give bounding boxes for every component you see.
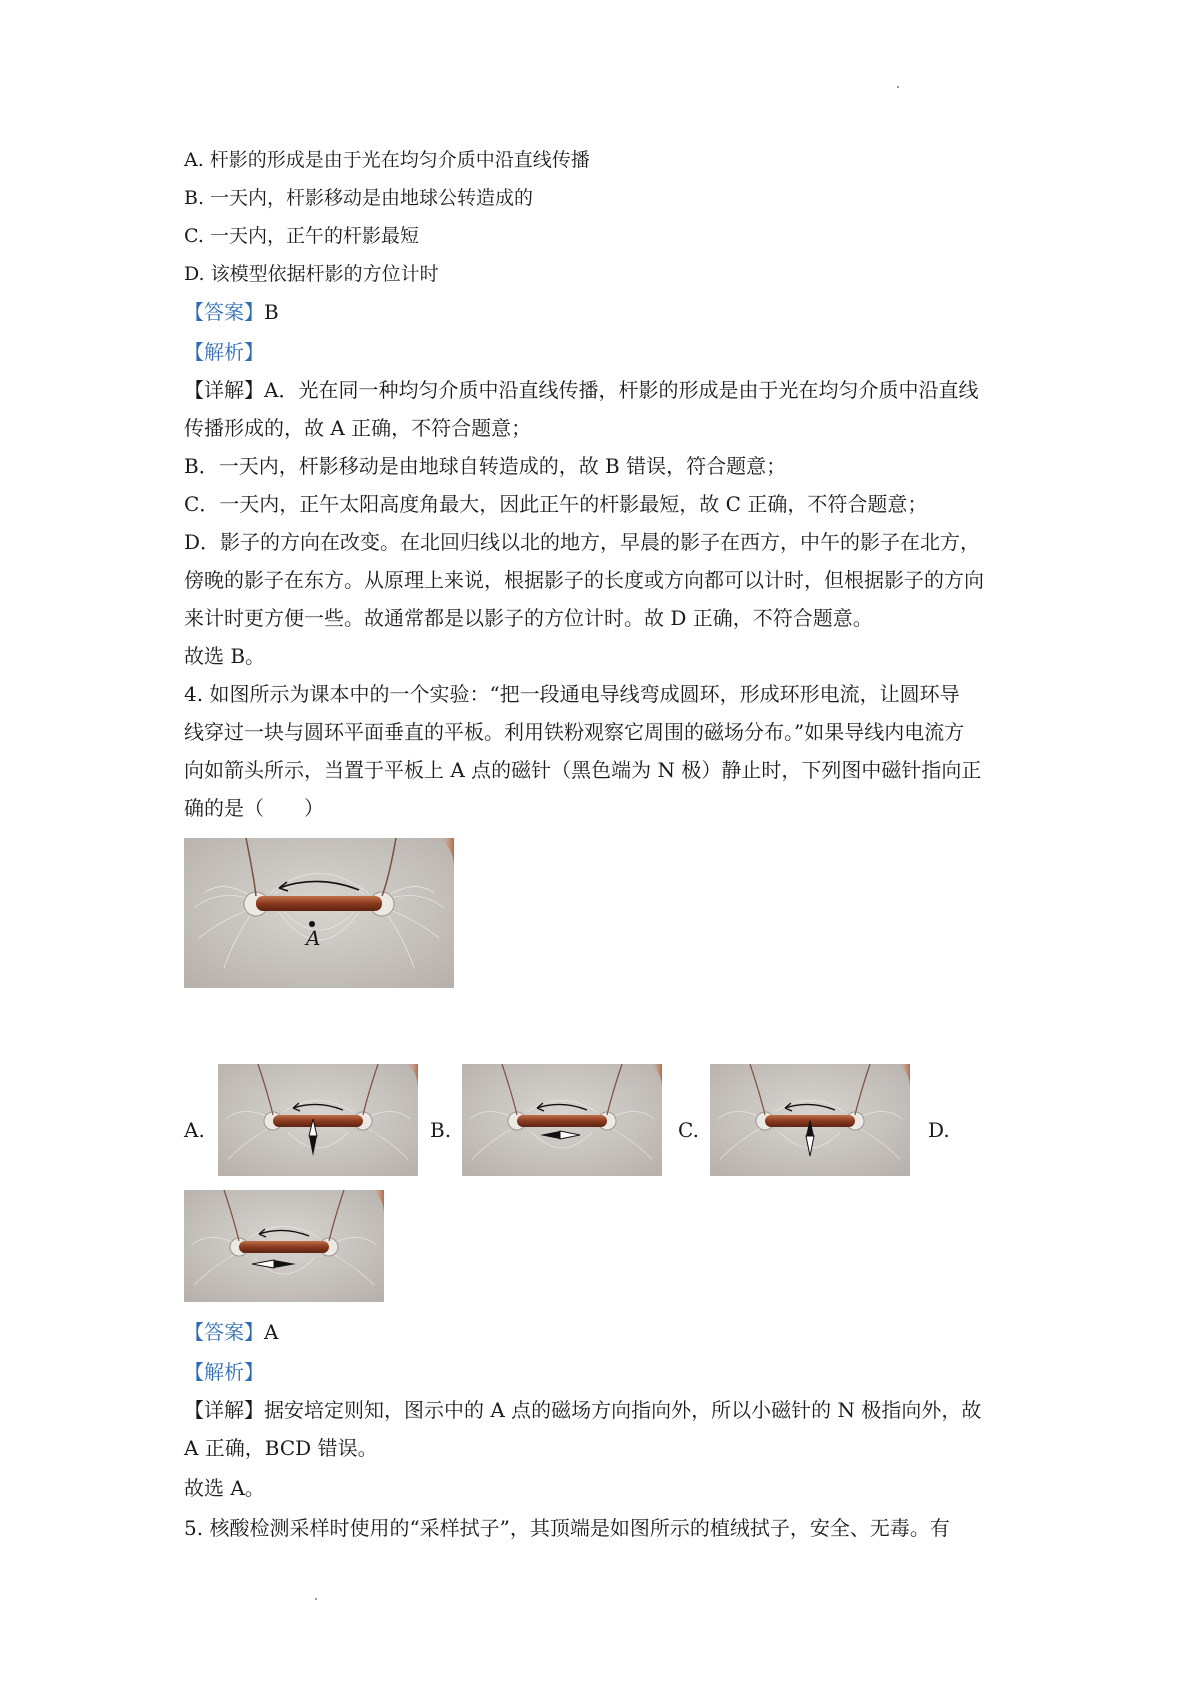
speck bbox=[315, 1598, 317, 1600]
q4-option-b-photo[interactable] bbox=[462, 1064, 662, 1176]
q3-detail-line-2: 传播形成的，故 A 正确，不符合题意； bbox=[184, 416, 532, 440]
q4-option-d-photo[interactable] bbox=[184, 1190, 384, 1302]
q3-detail-line-5: D．影子的方向在改变。在北回归线以北的地方，早晨的影子在西方，中午的影子在北方， bbox=[184, 530, 981, 554]
q3-answer: 【答案】B bbox=[184, 300, 279, 324]
q3-analysis-tag: 【解析】 bbox=[184, 340, 264, 364]
q3-option-a: A. 杆影的形成是由于光在均匀介质中沿直线传播 bbox=[184, 149, 590, 171]
q3-option-b: B. 一天内，杆影移动是由地球公转造成的 bbox=[184, 187, 534, 209]
q4-option-b-label: B. bbox=[430, 1118, 452, 1142]
q4-detail-line-1: 【详解】据安培定则知，图示中的 A 点的磁场方向指向外，所以小磁针的 N 极指向外，故 bbox=[184, 1398, 982, 1422]
q3-conclusion: 故选 B。 bbox=[184, 644, 266, 668]
q4-stem-line-1: 4. 如图所示为课本中的一个实验：“把一段通电导线弯成圆环，形成环形电流，让圆环导 bbox=[184, 682, 960, 706]
q3-option-c: C. 一天内，正午的杆影最短 bbox=[184, 225, 419, 247]
q4-conclusion: 故选 A。 bbox=[184, 1476, 265, 1500]
q3-detail-line-1: 【详解】A．光在同一种均匀介质中沿直线传播，杆影的形成是由于光在均匀介质中沿直线 bbox=[184, 378, 979, 402]
q3-detail-line-6: 傍晚的影子在东方。从原理上来说，根据影子的长度或方向都可以计时，但根据影子的方向 bbox=[184, 568, 984, 592]
q4-option-c-photo[interactable] bbox=[710, 1064, 910, 1176]
q4-stem-line-4: 确的是（ ） bbox=[184, 796, 324, 820]
q3-detail-line-7: 来计时更方便一些。故通常都是以影子的方位计时。故 D 正确，不符合题意。 bbox=[184, 606, 873, 630]
q3-detail-line-3: B．一天内，杆影移动是由地球自转造成的，故 B 错误，符合题意； bbox=[184, 454, 787, 478]
q5-stem-line-1: 5. 核酸检测采样时使用的“采样拭子”，其顶端是如图所示的植绒拭子，安全、无毒。有 bbox=[184, 1516, 950, 1540]
q4-answer: 【答案】A bbox=[184, 1320, 279, 1344]
point-a-label: A bbox=[306, 926, 321, 950]
q4-option-d-label: D. bbox=[928, 1118, 950, 1142]
q4-option-c-label: C. bbox=[678, 1118, 699, 1142]
q4-option-a-photo[interactable] bbox=[218, 1064, 418, 1176]
q4-stem-line-2: 线穿过一块与圆环平面垂直的平板。利用铁粉观察它周围的磁场分布。”如果导线内电流方 bbox=[184, 720, 965, 744]
q3-detail-line-4: C．一天内，正午太阳高度角最大，因此正午的杆影最短，故 C 正确，不符合题意； bbox=[184, 492, 928, 516]
experiment-photo bbox=[184, 838, 454, 988]
q3-option-d: D. 该模型依据杆影的方位计时 bbox=[184, 263, 439, 285]
q4-analysis-tag: 【解析】 bbox=[184, 1360, 264, 1384]
q4-stem-line-3: 向如箭头所示，当置于平板上 A 点的磁针（黑色端为 N 极）静止时，下列图中磁针指向正 bbox=[184, 758, 982, 782]
q4-detail-line-2: A 正确，BCD 错误。 bbox=[184, 1436, 378, 1460]
speck bbox=[897, 86, 899, 88]
q4-option-a-label: A. bbox=[184, 1118, 205, 1142]
